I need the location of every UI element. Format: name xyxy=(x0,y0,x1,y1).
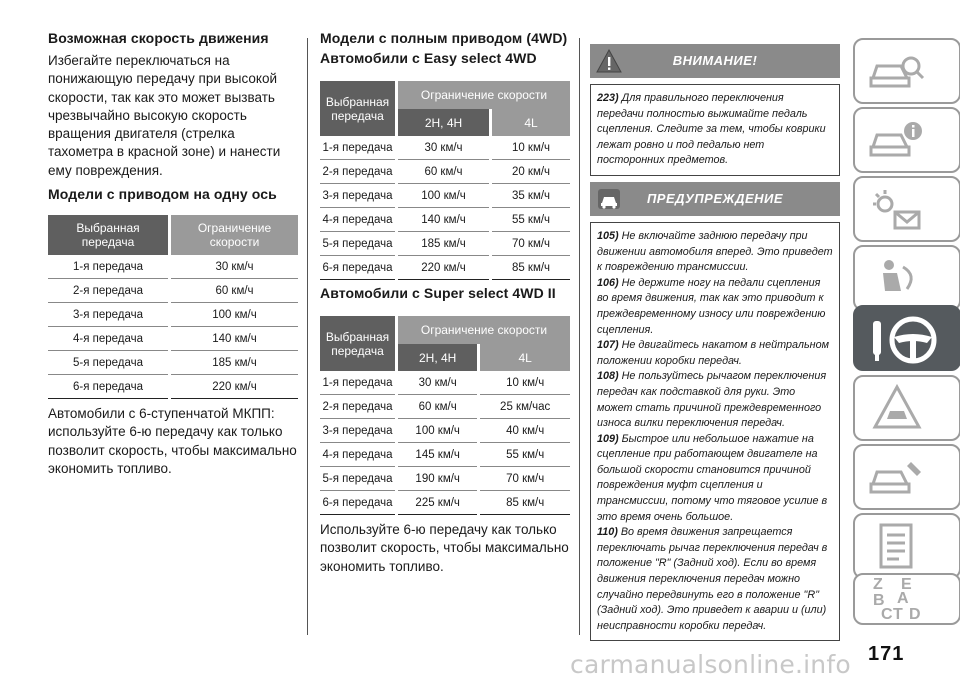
header-limit: Ограничение скорости xyxy=(171,215,298,255)
warning-lights-icon xyxy=(867,184,927,236)
note-number: 108) xyxy=(597,370,622,383)
table-row xyxy=(320,256,570,280)
section-heading-super-select: Автомобили с Super select 4WD II xyxy=(320,285,556,301)
speed-2h4h-cell: 30 км/ч xyxy=(398,136,489,160)
warning-note xyxy=(597,229,833,276)
speed-4l-cell: 10 км/ч xyxy=(492,136,570,160)
speed-2h4h-cell: 30 км/ч xyxy=(398,371,477,395)
warning-note xyxy=(597,338,833,369)
table-row xyxy=(320,371,570,395)
gear-cell: 2-я передача xyxy=(320,395,395,419)
header-gear: Выбранная передача xyxy=(48,215,168,255)
speed-2h4h-cell: 140 км/ч xyxy=(398,208,489,232)
section-heading-speed: Возможная скорость движения xyxy=(48,30,269,46)
note-text: Не двигайтесь накатом в нейтральном положении коробки передач. xyxy=(597,339,829,367)
gear-cell: 5-я передача xyxy=(48,351,168,375)
gear-cell: 3-я передача xyxy=(48,303,168,327)
table-row xyxy=(48,375,298,399)
6speed-paragraph-4wd: Используйте 6-ю передачу как только позволит скорость, чтобы максимально экономить топливо. xyxy=(320,522,569,574)
section-heading-easy-select: Автомобили с Easy select 4WD xyxy=(320,50,537,66)
speed-4l-cell: 35 км/ч xyxy=(492,184,570,208)
tab-index[interactable] xyxy=(853,573,960,625)
gear-cell: 2-я передача xyxy=(320,160,395,184)
header-2h-4h: 2H, 4H xyxy=(398,109,489,136)
table-row xyxy=(320,208,570,232)
speed-2h4h-cell: 145 км/ч xyxy=(398,443,477,467)
car-info-icon xyxy=(867,115,927,167)
tab-info[interactable] xyxy=(853,107,960,173)
table-row xyxy=(48,255,298,279)
car-search-icon xyxy=(867,46,927,98)
warning-box xyxy=(590,222,840,641)
tab-specifications[interactable] xyxy=(853,513,960,579)
warning-triangle-car-icon xyxy=(867,383,927,435)
speed-2h4h-cell: 60 км/ч xyxy=(398,160,489,184)
section-heading-2wd: Модели с приводом на одну ось xyxy=(48,186,277,203)
warning-header xyxy=(590,182,840,216)
gear-cell: 1-я передача xyxy=(48,255,168,279)
watermark: carmanualsonline.info xyxy=(570,650,851,679)
warning-title: ПРЕДУПРЕЖДЕНИЕ xyxy=(646,190,784,206)
speed-4l-cell: 85 км/ч xyxy=(480,491,570,515)
column-middle xyxy=(320,30,570,576)
alphabet-index-icon: Z E B A C T D xyxy=(873,576,921,623)
gear-cell: 6-я передача xyxy=(320,256,395,280)
tab-emergency[interactable] xyxy=(853,375,960,441)
gear-cell: 6-я передача xyxy=(320,491,395,515)
table-row xyxy=(48,327,298,351)
speed-4l-cell: 40 км/ч xyxy=(480,419,570,443)
tab-driving[interactable] xyxy=(853,305,960,371)
note-text: Не включайте заднюю передачу при движении автомобиля вперед. Это приведет к повреждению трансмиссии. xyxy=(597,229,833,274)
speed-4l-cell: 55 км/ч xyxy=(480,443,570,467)
speed-table-2wd xyxy=(48,215,298,399)
note-text: Быстрое или небольшое нажатие на сцепление при работающем двигателе на большой скорости становится причиной повреждения муфт сцепления и трансмиссии, потому что тяговое усилие в это время очень большое. xyxy=(597,432,828,523)
gear-cell: 1-я передача xyxy=(320,371,395,395)
speed-cell: 140 км/ч xyxy=(171,327,298,351)
warning-note xyxy=(597,276,833,338)
gear-cell: 6-я передача xyxy=(48,375,168,399)
attention-title: ВНИМАНИЕ! xyxy=(672,53,758,68)
table-row xyxy=(48,279,298,303)
speed-4l-cell: 85 км/ч xyxy=(492,256,570,280)
table-row xyxy=(320,491,570,515)
tab-maintenance[interactable] xyxy=(853,444,960,510)
section-heading-4wd: Модели с полным приводом (4WD) xyxy=(320,30,568,46)
table-row xyxy=(320,395,570,419)
table-row xyxy=(48,303,298,327)
column-right xyxy=(590,44,840,641)
attention-header xyxy=(590,44,840,78)
speed-2h4h-cell: 190 км/ч xyxy=(398,467,477,491)
header-gear: Выбранная передача xyxy=(320,316,395,371)
note-text: Для правильного переключения передачи полностью выжимайте педаль сцепления. Следите за тем, чтобы коврики лежат ровно и под педалью нет посторонних предметов. xyxy=(597,92,826,167)
table-row xyxy=(320,443,570,467)
header-limit: Ограничение скорости xyxy=(398,316,570,344)
speed-4l-cell: 20 км/ч xyxy=(492,160,570,184)
note-number: 109) xyxy=(597,432,622,445)
steering-key-icon xyxy=(867,313,947,369)
note-text: Не держите ногу на педали сцепления во время движения, так как это приводит к преждевременному износу или повреждению сцепления. xyxy=(597,276,826,336)
speed-4l-cell: 55 км/ч xyxy=(492,208,570,232)
page-number: 171 xyxy=(868,643,905,665)
gear-cell: 4-я передача xyxy=(320,208,395,232)
speed-table-super-select xyxy=(320,316,570,515)
table-row xyxy=(320,419,570,443)
speed-2h4h-cell: 220 км/ч xyxy=(398,256,489,280)
tab-safety[interactable] xyxy=(853,245,960,311)
speed-cell: 100 км/ч xyxy=(171,303,298,327)
speed-cell: 30 км/ч xyxy=(171,255,298,279)
note-text: Не пользуйтесь рычагом переключения передач как подставкой для руки. Это может стать причиной преждевременного износа вилки переключения передач. xyxy=(597,370,827,430)
gear-cell: 5-я передача xyxy=(320,467,395,491)
gear-cell: 3-я передача xyxy=(320,184,395,208)
tab-dashboard[interactable] xyxy=(853,38,960,104)
header-limit: Ограничение скорости xyxy=(398,81,570,109)
table-row xyxy=(320,467,570,491)
note-number: 110) xyxy=(597,526,621,539)
table-row xyxy=(320,184,570,208)
table-row xyxy=(320,232,570,256)
note-number: 105) xyxy=(597,229,622,242)
speed-2h4h-cell: 225 км/ч xyxy=(398,491,477,515)
specifications-icon xyxy=(867,521,927,573)
gear-cell: 3-я передача xyxy=(320,419,395,443)
speed-paragraph: Избегайте переключаться на понижающую передачу при высокой скорости, так как это может вызвать чрезвычайно высокую скорость вращения двигателя (стрелка тахометра в красной зоне) и нанести ему повреждения. xyxy=(48,53,281,178)
header-4l: 4L xyxy=(480,344,570,371)
header-2h-4h: 2H, 4H xyxy=(398,344,477,371)
speed-cell: 60 км/ч xyxy=(171,279,298,303)
table-row xyxy=(48,351,298,375)
gear-cell: 4-я передача xyxy=(48,327,168,351)
speed-2h4h-cell: 100 км/ч xyxy=(398,184,489,208)
speed-2h4h-cell: 185 км/ч xyxy=(398,232,489,256)
speed-cell: 185 км/ч xyxy=(171,351,298,375)
gear-cell: 4-я передача xyxy=(320,443,395,467)
gear-cell: 2-я передача xyxy=(48,279,168,303)
speed-table-easy-select xyxy=(320,81,570,280)
warning-note xyxy=(597,432,833,526)
speed-2h4h-cell: 60 км/ч xyxy=(398,395,477,419)
car-wrench-icon xyxy=(867,452,927,504)
header-gear: Выбранная передача xyxy=(320,81,395,136)
note-number: 107) xyxy=(597,339,622,352)
gear-cell: 5-я передача xyxy=(320,232,395,256)
warning-note xyxy=(597,369,833,431)
column-left xyxy=(48,30,298,478)
airbag-seat-icon xyxy=(867,253,927,305)
speed-4l-cell: 25 км/час xyxy=(480,395,570,419)
note-number: 223) xyxy=(597,92,622,104)
table-row xyxy=(320,160,570,184)
gear-cell: 1-я передача xyxy=(320,136,395,160)
speed-2h4h-cell: 100 км/ч xyxy=(398,419,477,443)
speed-4l-cell: 10 км/ч xyxy=(480,371,570,395)
attention-box xyxy=(590,84,840,176)
attention-note xyxy=(597,91,833,169)
note-number: 106) xyxy=(597,276,622,289)
table-row xyxy=(320,136,570,160)
speed-4l-cell: 70 км/ч xyxy=(492,232,570,256)
header-4l: 4L xyxy=(492,109,570,136)
tab-warning-lights[interactable] xyxy=(853,176,960,242)
speed-4l-cell: 70 км/ч xyxy=(480,467,570,491)
note-text: Во время движения запрещается переключать рычаг переключения передач в положение "R" (Задний ход). Если во время движения переключения передач можно случайно передвинуть его в положение "R" (Задний ход). Это приведет к аварии и (или) неисправности коробки передач. xyxy=(597,526,828,632)
6speed-paragraph: Автомобили с 6-ступенчатой МКПП: используйте 6-ю передачу как только позволит скорость, чтобы максимально экономить топливо. xyxy=(48,406,297,476)
speed-cell: 220 км/ч xyxy=(171,375,298,399)
warning-note xyxy=(597,525,833,634)
